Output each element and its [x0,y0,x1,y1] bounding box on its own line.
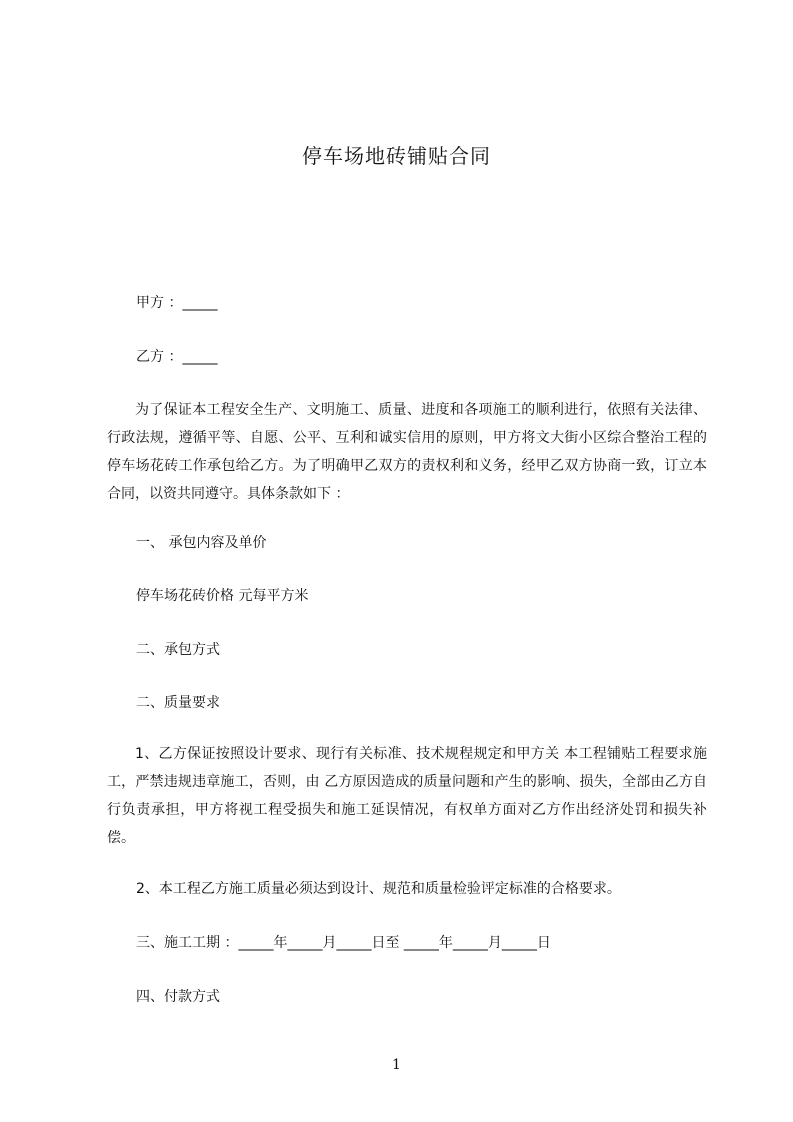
party-b-line: 乙方 ：_____ [136,349,218,365]
quality-item-2: 2、本工程乙方施工质量必须达到设计、规范和质量检验评定标准的合格要求。 [136,881,621,897]
quality-item-1: 1、乙方保证按照设计要求、现行有关标准、技术规程规定和甲方关 本工程铺贴工程要求施工，严禁违规违章施工，否则，由 乙方原因造成的质量问题和产生的影响、损失，全部由乙方自行负责承担，甲方将视工程受损失和施工延误情况，有权单方面对乙方作出经济处罚和损失补偿。 [107,746,707,846]
section2-heading: 二、承包方式 [136,642,220,658]
payment-heading: 四、付款方式 [136,989,220,1005]
page-number: 1 [392,1057,401,1073]
section1-price: 停车场花砖价格 元每平方米 [136,588,309,604]
document-title: 停车场地砖铺贴合同 [302,144,491,168]
construction-period: 三、施工工期 ：_____年_____月_____日至 _____年_____月_____日 [136,935,551,951]
intro-paragraph: 为了保证本工程安全生产、文明施工、质量、进度和各项施工的顺利进行，依照有关法律、行政法规，遵循平等、自愿、公平、互利和诚实信用的原则，甲方将文大街小区综合整治工程的停车场花砖工作承包给乙方。为了明确甲乙双方的责权利和义务，经甲乙双方协商一致，订立本合同，以资共同遵守。具体条款如下 ： [107,402,707,502]
section1-heading: 一、 承包内容及单价 [136,535,267,551]
section3-heading: 二、质量要求 [136,695,220,711]
party-a-line: 甲方 ：_____ [136,295,218,311]
